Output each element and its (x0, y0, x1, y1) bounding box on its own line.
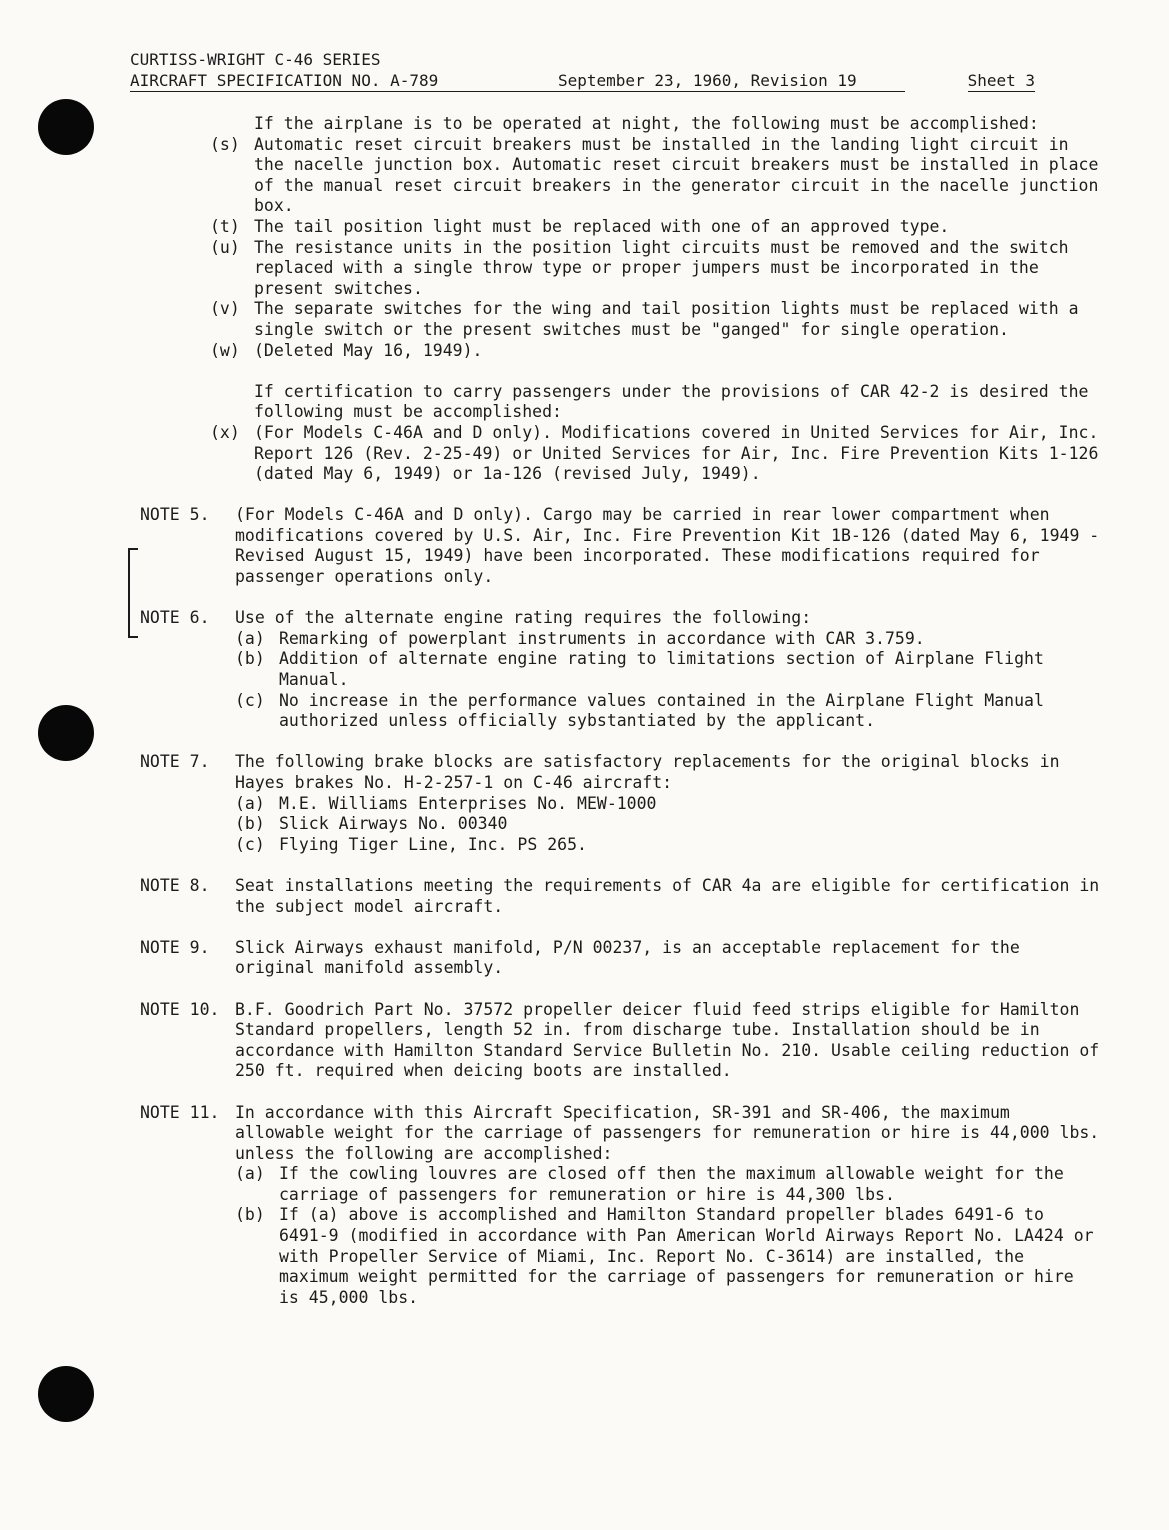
list-item: (b) Slick Airways No. 00340 (235, 814, 508, 834)
list-item: (w) (Deleted May 16, 1949). (210, 340, 483, 360)
list-item: (u) The resistance units in the position light circuits must be removed and the switch replaced with a single throw type or proper jumpers must be incorporated in the present switches. (210, 237, 1069, 298)
note-8: NOTE 8. Seat installations meeting the requirements of CAR 4a are eligible for certification in the subject model aircraft. (140, 875, 1100, 916)
list-item: (t) The tail position light must be replaced with one of an approved type. (210, 216, 950, 236)
note-9: NOTE 9. Slick Airways exhaust manifold, P/N 00237, is an acceptable replacement for the original manifold assembly. (140, 937, 1020, 978)
punch-hole-middle (38, 705, 94, 761)
spec-number: AIRCRAFT SPECIFICATION NO. A-789 (130, 71, 439, 90)
night-intro: If the airplane is to be operated at night, the following must be accomplished: (254, 114, 1039, 133)
list-item: (c) No increase in the performance values contained in the Airplane Flight Manual authorized unless officially sybstantiated by the applicant. (235, 690, 1044, 731)
revision-date: September 23, 1960, Revision 19 (558, 71, 857, 90)
document-body (140, 114, 1100, 1308)
sheet-number: Sheet 3 (967, 71, 1035, 90)
punch-hole-top (38, 99, 94, 155)
list-item: (b) If (a) above is accomplished and Hamilton Standard propeller blades 6491-6 to 6491-9 (modified in accordance with Pan American World Airways Report No. LA424 or with Propeller Service of Miami, Inc. Report No. C-3614) are installed, the maximum weight permitted for the carriage of passengers for remuneration or hire is 45,000 lbs. (235, 1205, 1094, 1307)
passenger-intro: If certification to carry passengers under the provisions of CAR 42-2 is desired the following must be accomplished: (254, 381, 1089, 422)
list-item: (x) (For Models C-46A and D only). Modifications covered in United Services for Air, Inc. Report 126 (Rev. 2-25-49) or United Services for Air, Inc. Fire Prevention Kits 1-126 (dated May 6, 1949) or 1a-126 (revised July, 1949). (210, 422, 1099, 484)
note-11: NOTE 11. In accordance with this Aircraft Specification, SR-391 and SR-406, the maximum allowable weight for the carriage of passengers for remuneration or hire is 44,000 lbs. unless the following are accomplished: (a) If the cowling louvres are closed off then the maximum allowable weight for the carriage of passengers for remuneration or hire is 44,300 lbs. (b) If (a) above is accomplished and Hamilton Standard propeller blades 6491-6 to 6491-9 (modified in accordance with Pan American World Airways Report No. LA424 or with Propeller Service of Miami, Inc. Report No. C-3614) are installed, the maximum weight permitted for the carriage of passengers for remuneration or hire is 45,000 lbs. (140, 1102, 1100, 1307)
document-header (130, 49, 1035, 92)
note-10: NOTE 10. B.F. Goodrich Part No. 37572 propeller deicer fluid feed strips eligible for Hamilton Standard propellers, length 52 in. from discharge tube. Installation should be in accordance with Hamilton Standard Service Bulletin No. 210. Usable ceiling reduction of 250 ft. required when deicing boots are installed. (140, 999, 1100, 1081)
list-item: (v) The separate switches for the wing and tail position lights must be replaced with a single switch or the present switches must be "ganged" for single operation. (210, 299, 1079, 339)
list-item: (a) If the cowling louvres are closed off then the maximum allowable weight for the carriage of passengers for remuneration or hire is 44,300 lbs. (235, 1164, 1064, 1204)
punch-hole-bottom (38, 1366, 94, 1422)
note-5: NOTE 5. (For Models C-46A and D only). Cargo may be carried in rear lower compartment when modifications covered by U.S. Air, Inc. Fire Prevention Kit 1B-126 (dated May 6, 1949 - Revised August 15, 1949) have been incorporated. These modifications required for passenger operations only. (140, 505, 1100, 587)
list-item: (a) Remarking of powerplant instruments in accordance with CAR 3.759. (235, 628, 925, 648)
note-6: NOTE 6. Use of the alternate engine rating requires the following: (a) Remarking of powerplant instruments in accordance with CAR 3.759. (b) Addition of alternate engine rating to limitations section of Airplane Flight Manual. (c) No increase in the performance values contained in the Airplane Flight Manual authorized unless officially sybstantiated by the applicant. (140, 608, 1100, 732)
series-title: CURTISS-WRIGHT C-46 SERIES (130, 50, 381, 69)
note-7: NOTE 7. The following brake blocks are satisfactory replacements for the original blocks in Hayes brakes No. H-2-257-1 on C-46 aircraft: (a) M.E. Williams Enterprises No. MEW-1000 (b) Slick Airways No. 00340 (c) Flying Tiger Line, Inc. PS 265. (140, 752, 1100, 855)
spec-line (130, 70, 905, 92)
list-item: (c) Flying Tiger Line, Inc. PS 265. (235, 834, 587, 854)
list-item: (s) Automatic reset circuit breakers must be installed in the landing light circuit in the nacelle junction box. Automatic reset circuit breakers must be installed in place of the manual reset circuit breakers in the generator circuit in the nacelle junction box. (210, 134, 1099, 216)
revision-bracket (128, 548, 138, 638)
list-item: (b) Addition of alternate engine rating to limitations section of Airplane Flight Manual. (235, 649, 1044, 690)
list-item: (a) M.E. Williams Enterprises No. MEW-1000 (235, 793, 657, 813)
